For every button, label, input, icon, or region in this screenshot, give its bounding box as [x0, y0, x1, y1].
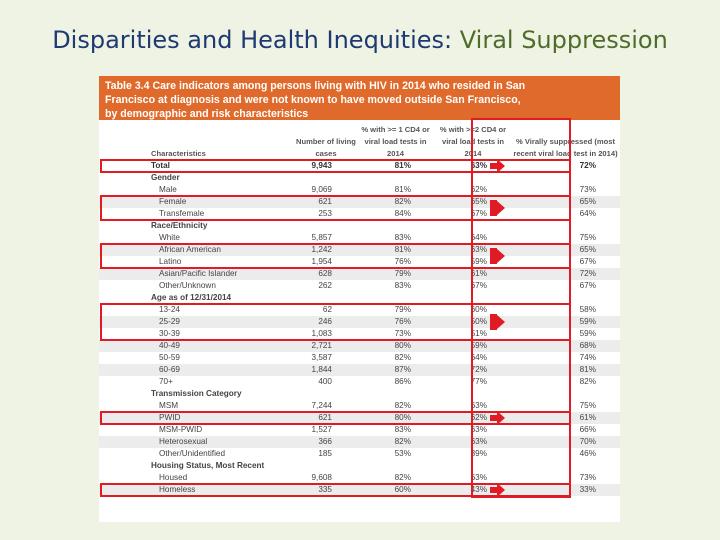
table-row [99, 376, 620, 388]
cell-characteristic: Race/Ethnicity [151, 221, 208, 230]
cell-cd4-2 [435, 220, 511, 232]
cell-cd4-2: 60% [470, 305, 487, 314]
cell-living-cases: 628 [296, 268, 356, 280]
cell-characteristic: MSM [159, 401, 179, 410]
cell-cd4-1: 83% [394, 233, 411, 242]
care-indicators-table [99, 120, 620, 496]
cell-cd4-2: 77% [470, 377, 487, 386]
cell-living-cases: 1,954 [311, 257, 332, 266]
table-row [99, 208, 620, 220]
cell-suppressed: 65% [511, 244, 620, 256]
cell-cd4-2 [435, 292, 511, 304]
cell-living-cases [296, 172, 356, 184]
cell-living-cases: 5,857 [311, 233, 332, 242]
cell-suppressed: 66% [579, 425, 596, 434]
cell-cd4-1: 80% [356, 412, 435, 424]
cell-cd4-1: 82% [394, 401, 411, 410]
cell-cd4-1 [356, 292, 435, 304]
cell-living-cases: 185 [318, 449, 332, 458]
cell-living-cases: 1,527 [311, 425, 332, 434]
table-row [99, 400, 620, 412]
cell-characteristic: 60-69 [99, 364, 296, 376]
cell-living-cases: 2,721 [296, 340, 356, 352]
cell-suppressed: 70% [511, 436, 620, 448]
cell-cd4-1 [356, 172, 435, 184]
table-header-row [99, 120, 620, 160]
table-row [99, 352, 620, 364]
cell-characteristic: Latino [159, 257, 182, 266]
table-row [99, 436, 620, 448]
cell-cd4-1: 82% [356, 436, 435, 448]
cell-cd4-1: 80% [356, 340, 435, 352]
cell-cd4-1: 73% [394, 329, 411, 338]
cell-cd4-2: 50% [435, 316, 511, 328]
cell-living-cases [296, 220, 356, 232]
cell-characteristic: Asian/Pacific Islander [99, 268, 296, 280]
table-row [99, 472, 620, 484]
slide-title-main: Disparities and Health Inequities: [52, 26, 453, 54]
total-row [99, 160, 620, 172]
cell-cd4-1: 53% [394, 449, 411, 458]
category-row [99, 460, 620, 472]
cell-characteristic: 13-24 [159, 305, 180, 314]
cell-cd4-2: 65% [435, 196, 511, 208]
cell-cd4-2: 59% [470, 257, 487, 266]
cell-suppressed [511, 388, 620, 400]
cell-suppressed: 73% [579, 473, 596, 482]
slide-title-sub: Viral Suppression [459, 26, 668, 54]
cell-living-cases [296, 292, 356, 304]
table-caption-line: Francisco at diagnosis and were not known to have moved outside San Francisco, [105, 94, 521, 106]
cell-living-cases: 1,242 [296, 244, 356, 256]
cell-living-cases: 400 [318, 377, 332, 386]
cell-cd4-1: 82% [394, 473, 411, 482]
cell-cd4-1: 82% [394, 353, 411, 362]
table-row [99, 364, 620, 376]
col-header-living-cases: Number of living cases [296, 137, 356, 158]
table-caption-line: Table 3.4 Care indicators among persons living with HIV in 2014 who resided in San [105, 80, 526, 92]
cell-characteristic: 40-49 [99, 340, 296, 352]
cell-suppressed: 59% [511, 316, 620, 328]
table-row [99, 304, 620, 316]
table-row [99, 424, 620, 436]
cell-living-cases: 621 [296, 412, 356, 424]
cell-suppressed: 82% [579, 377, 596, 386]
cell-characteristic: Housed [159, 473, 188, 482]
cell-cd4-2: 43% [435, 484, 511, 496]
cell-living-cases: 9,943 [311, 161, 332, 170]
table-row [99, 484, 620, 496]
table-row [99, 328, 620, 340]
cell-suppressed: 81% [511, 364, 620, 376]
cell-characteristic: Heterosexual [99, 436, 296, 448]
table-row [99, 244, 620, 256]
category-row [99, 388, 620, 400]
cell-living-cases: 253 [318, 209, 332, 218]
cell-suppressed: 67% [579, 257, 596, 266]
cell-suppressed: 67% [579, 281, 596, 290]
cell-cd4-2: 63% [435, 436, 511, 448]
cell-cd4-2: 51% [470, 329, 487, 338]
cell-characteristic: MSM-PWID [159, 425, 203, 434]
cell-living-cases: 262 [318, 281, 332, 290]
cell-cd4-1 [356, 388, 435, 400]
cell-cd4-2 [435, 388, 511, 400]
cell-characteristic: Total [151, 161, 170, 170]
cell-suppressed: 46% [579, 449, 596, 458]
cell-characteristic: Other/Unidentified [159, 449, 225, 458]
cell-characteristic: Female [99, 196, 296, 208]
cell-living-cases: 366 [296, 436, 356, 448]
cell-suppressed: 59% [579, 329, 596, 338]
table-row [99, 412, 620, 424]
cell-suppressed: 73% [579, 185, 596, 194]
cell-living-cases: 1,844 [296, 364, 356, 376]
cell-cd4-1: 81% [394, 161, 411, 170]
cell-living-cases: 246 [296, 316, 356, 328]
cell-living-cases: 9,069 [311, 185, 332, 194]
cell-cd4-1: 81% [394, 185, 411, 194]
cell-cd4-2 [435, 460, 511, 472]
cell-cd4-2: 59% [435, 340, 511, 352]
cell-cd4-1: 79% [394, 305, 411, 314]
cell-living-cases: 335 [296, 484, 356, 496]
col-header-cd4-2: % with >=2 CD4 or viral load tests in 2014 [439, 125, 507, 158]
cell-living-cases: 1,083 [311, 329, 332, 338]
table-row [99, 256, 620, 268]
cell-characteristic: Housing Status, Most Recent [151, 461, 265, 470]
cell-suppressed: 74% [579, 353, 596, 362]
cell-suppressed: 64% [579, 209, 596, 218]
table-row [99, 448, 620, 460]
cell-cd4-2: 62% [435, 412, 511, 424]
cell-suppressed [511, 292, 620, 304]
cell-living-cases: 9,608 [311, 473, 332, 482]
col-header-characteristics: Characteristics [151, 149, 206, 158]
category-row [99, 172, 620, 184]
cell-cd4-2: 67% [470, 209, 487, 218]
cell-characteristic: Transfemale [159, 209, 205, 218]
cell-cd4-1: 87% [356, 364, 435, 376]
category-row [99, 292, 620, 304]
slide-title [0, 26, 720, 54]
category-row [99, 220, 620, 232]
cell-cd4-1 [356, 460, 435, 472]
cell-cd4-2: 63% [470, 425, 487, 434]
cell-suppressed: 68% [511, 340, 620, 352]
cell-cd4-2: 63% [470, 401, 487, 410]
table-row [99, 280, 620, 292]
cell-cd4-2: 62% [470, 185, 487, 194]
table-row [99, 340, 620, 352]
cell-suppressed [511, 172, 620, 184]
cell-suppressed: 75% [579, 233, 596, 242]
cell-living-cases: 621 [296, 196, 356, 208]
table-row [99, 316, 620, 328]
cell-characteristic: Homeless [99, 484, 296, 496]
cell-cd4-2: 61% [435, 268, 511, 280]
cell-cd4-1: 76% [356, 316, 435, 328]
cell-characteristic: Male [159, 185, 177, 194]
cell-living-cases [296, 460, 356, 472]
cell-cd4-1: 82% [356, 196, 435, 208]
cell-cd4-2: 39% [470, 449, 487, 458]
cell-cd4-2: 63% [470, 161, 487, 170]
cell-characteristic: 25-29 [99, 316, 296, 328]
cell-suppressed: 75% [579, 401, 596, 410]
cell-cd4-2: 64% [470, 353, 487, 362]
cell-cd4-1 [356, 220, 435, 232]
cell-suppressed: 58% [579, 305, 596, 314]
cell-suppressed: 65% [511, 196, 620, 208]
cell-living-cases: 62 [322, 305, 332, 314]
cell-suppressed: 61% [511, 412, 620, 424]
col-header-cd4-1: % with >= 1 CD4 or viral load tests in 2014 [361, 125, 430, 158]
cell-cd4-1: 79% [356, 268, 435, 280]
table-row [99, 232, 620, 244]
cell-living-cases: 3,587 [311, 353, 332, 362]
cell-cd4-2: 64% [470, 233, 487, 242]
cell-cd4-2: 63% [470, 473, 487, 482]
cell-cd4-1: 76% [394, 257, 411, 266]
cell-cd4-1: 60% [356, 484, 435, 496]
cell-characteristic: PWID [99, 412, 296, 424]
cell-suppressed [511, 460, 620, 472]
cell-suppressed: 72% [579, 161, 596, 170]
cell-cd4-1: 84% [394, 209, 411, 218]
care-indicators-table-image [99, 76, 620, 522]
cell-living-cases [296, 388, 356, 400]
cell-characteristic: Age as of 12/31/2014 [151, 293, 232, 302]
cell-characteristic: Gender [151, 173, 180, 182]
cell-suppressed: 72% [511, 268, 620, 280]
table-row [99, 196, 620, 208]
cell-cd4-2: 67% [470, 281, 487, 290]
cell-characteristic: 70+ [159, 377, 173, 386]
cell-cd4-2 [435, 172, 511, 184]
cell-cd4-2: 72% [435, 364, 511, 376]
cell-characteristic: African American [99, 244, 296, 256]
cell-cd4-1: 81% [356, 244, 435, 256]
cell-cd4-1: 83% [394, 425, 411, 434]
cell-characteristic: Transmission Category [151, 389, 242, 398]
cell-cd4-1: 83% [394, 281, 411, 290]
table-row [99, 184, 620, 196]
cell-living-cases: 7,244 [311, 401, 332, 410]
cell-characteristic: 50-59 [159, 353, 180, 362]
table-row [99, 268, 620, 280]
cell-characteristic: 30-39 [159, 329, 180, 338]
table-caption [99, 76, 620, 120]
cell-characteristic: White [159, 233, 180, 242]
cell-characteristic: Other/Unknown [159, 281, 216, 290]
table-caption-line: by demographic and risk characteristics [105, 108, 309, 120]
cell-suppressed [511, 220, 620, 232]
cell-cd4-1: 86% [394, 377, 411, 386]
col-header-suppressed: % Virally suppressed (most recent viral load test in 2014) [513, 137, 618, 158]
cell-cd4-2: 63% [435, 244, 511, 256]
cell-suppressed: 33% [511, 484, 620, 496]
